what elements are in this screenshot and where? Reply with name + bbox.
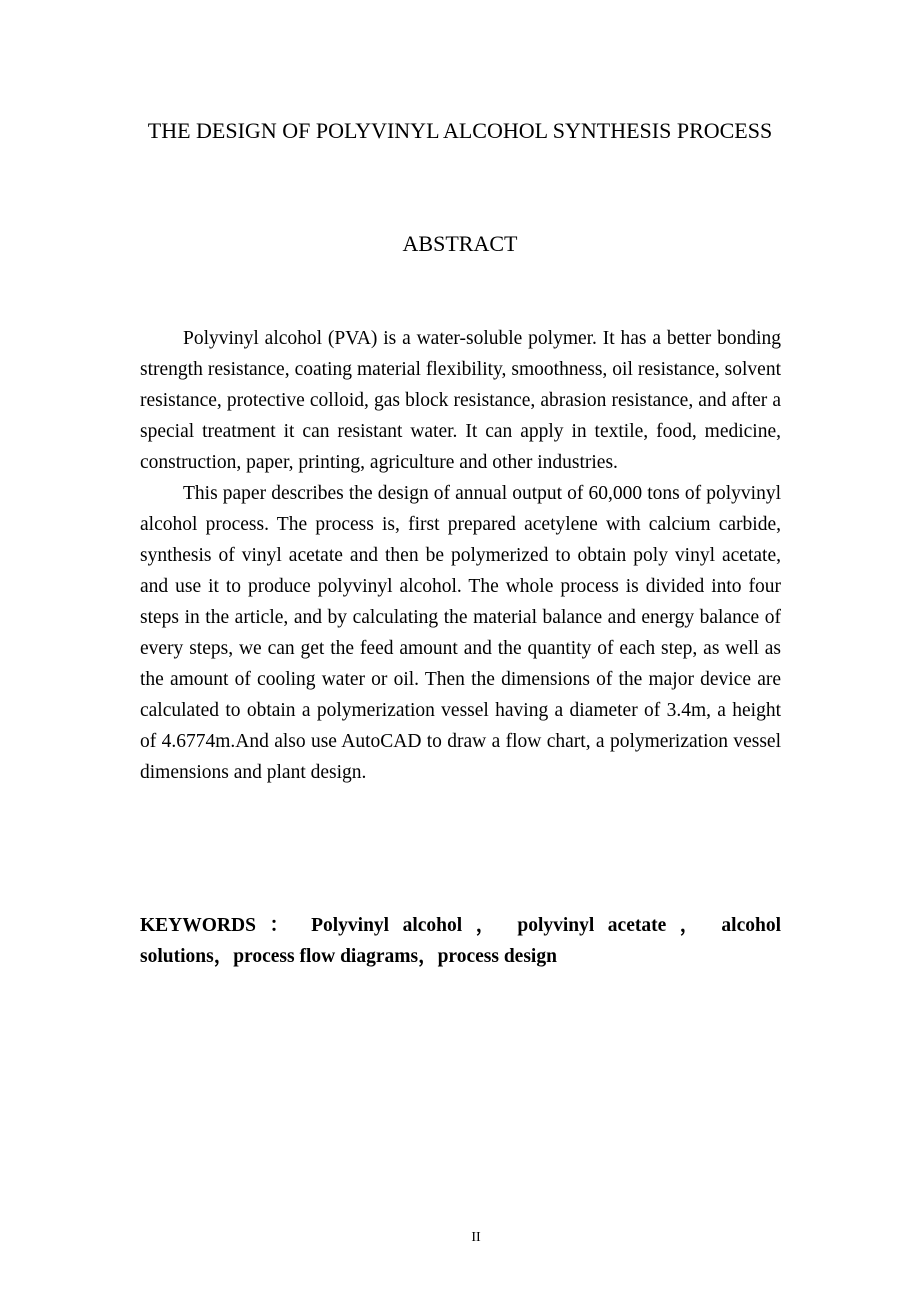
abstract-body	[140, 323, 781, 788]
abstract-paragraph: Polyvinyl alcohol (PVA) is a water-soluble polymer. It has a better bonding strength resistance, coating material flexibility, smoothness, oil resistance, solvent resistance, protective colloid, gas block resistance, abrasion resistance, and after a special treatment it can resistant water. It can apply in textile, food, medicine, construction, paper, printing, agriculture and other industries.	[140, 328, 781, 473]
keywords-line: KEYWORDS ： Polyvinyl alcohol ， polyvinyl acetate ， alcohol solutions，process flow diagrams，process design	[140, 915, 781, 967]
section-heading: ABSTRACT	[402, 231, 518, 256]
document-title: THE DESIGN OF POLYVINYL ALCOHOL SYNTHESIS PROCESS	[147, 118, 773, 143]
page-number: II	[471, 1230, 481, 1245]
abstract-paragraph: This paper describes the design of annual output of 60,000 tons of polyvinyl alcohol process. The process is, first prepared acetylene with calcium carbide, synthesis of vinyl acetate and then be polymerized to obtain poly vinyl acetate, and use it to produce polyvinyl alcohol. The whole process is divided into four steps in the article, and by calculating the material balance and energy balance of every steps, we can get the feed amount and the quantity of each step, as well as the amount of cooling water or oil. Then the dimensions of the major device are calculated to obtain a polymerization vessel having a diameter of 3.4m, a height of 4.6774m.And also use AutoCAD to draw a flow chart, a polymerization vessel dimensions and plant design.	[140, 483, 781, 783]
